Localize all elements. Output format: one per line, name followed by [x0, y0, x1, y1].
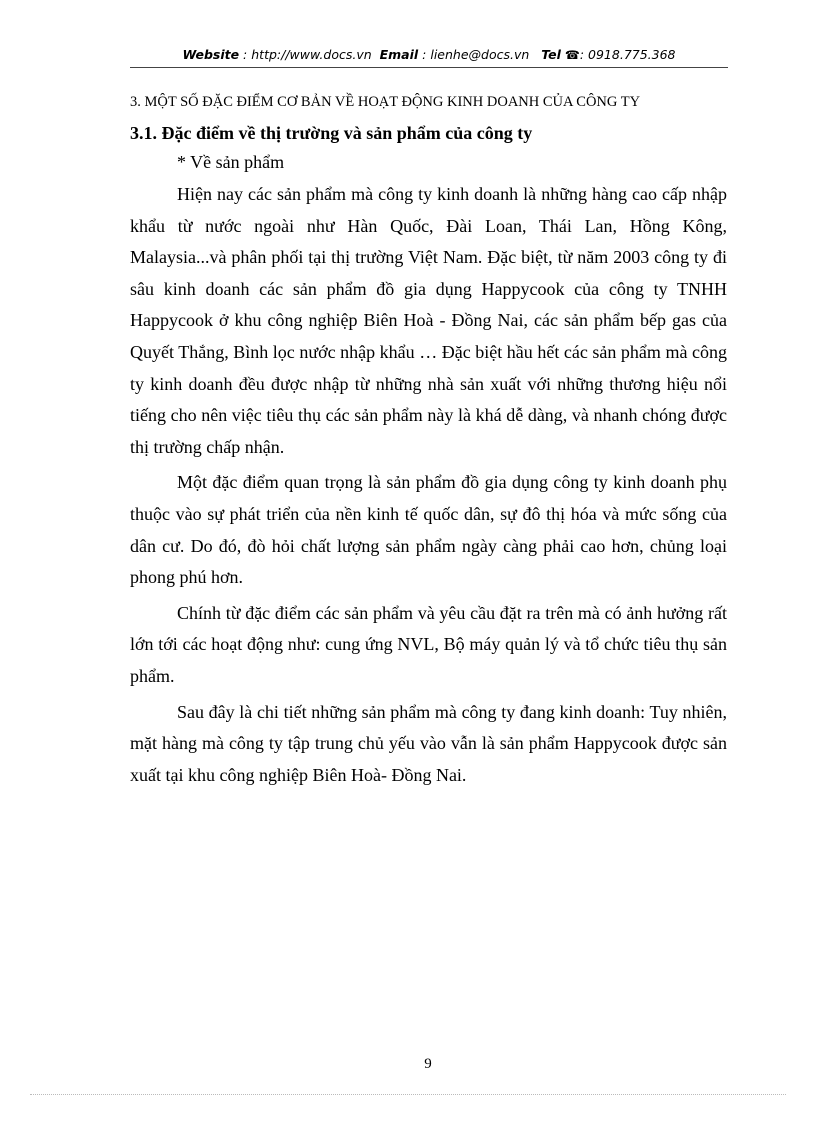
- footer-divider: [30, 1094, 786, 1095]
- tel-separator: :: [579, 47, 589, 62]
- section-heading: 3. MỘT SỐ ĐẶC ĐIỂM CƠ BẢN VỀ HOẠT ĐỘNG KINH DOANH CỦA CÔNG TY: [130, 94, 641, 110]
- paragraph: Sau đây là chi tiết những sản phẩm mà công ty đang kinh doanh: Tuy nhiên, mặt hàng mà công ty tập trung chủ yếu vào vẫn là sản phẩm Happycook được sản xuất tại khu công nghiệp Biên Hoà- Đồng Nai.: [130, 701, 727, 785]
- email-label: Email: [379, 47, 419, 62]
- tel-label: Tel: [541, 47, 561, 62]
- page-header: [130, 44, 728, 66]
- website-separator: :: [239, 47, 252, 62]
- email-value: lienhe@docs.vn: [430, 47, 530, 62]
- website-label: Website: [182, 47, 240, 62]
- tel-value: 0918.775.368: [588, 47, 676, 62]
- paragraph: Một đặc điểm quan trọng là sản phẩm đồ gia dụng công ty kinh doanh phụ thuộc vào sự phát triển của nền kinh tế quốc dân, sự đô thị hóa và mức sống của dân cư. Do đó, đò hỏi chất lượng sản phẩm ngày càng phải cao hơn, chủng loại phong phú hơn.: [130, 472, 727, 588]
- website-url: http://www.docs.vn: [251, 47, 372, 62]
- bullet-heading: * Về sản phẩm: [177, 152, 285, 172]
- paragraph: Chính từ đặc điểm các sản phẩm và yêu cầu đặt ra trên mà có ảnh hưởng rất lớn tới các hoạt động như: cung ứng NVL, Bộ máy quản lý và tổ chức tiêu thụ sản phẩm.: [130, 602, 727, 686]
- page-number: 9: [424, 1056, 432, 1072]
- email-separator: :: [418, 47, 431, 62]
- phone-icon: ☎: [564, 48, 580, 62]
- paragraph: Hiện nay các sản phẩm mà công ty kinh doanh là những hàng cao cấp nhập khẩu từ nước ngoài như Hàn Quốc, Đài Loan, Thái Lan, Hồng Kông, Malaysia...và phân phối tại thị trường Việt Nam. Đặc biệt, từ năm 2003 công ty đi sâu kinh doanh các sản phẩm đồ gia dụng Happycook của công ty TNHH Happycook ở khu công nghiệp Biên Hoà - Đồng Nai, các sản phẩm bếp gas của Quyết Thắng, Bình lọc nước nhập khẩu … Đặc biệt hầu hết các sản phẩm mà công ty kinh doanh đều được nhập từ những nhà sản xuất với những thương hiệu nổi tiếng cho nên việc tiêu thụ các sản phẩm này là khá dễ dàng, và nhanh chóng được thị trường chấp nhận.: [130, 184, 727, 457]
- header-divider: [130, 67, 728, 68]
- document-body: [130, 90, 727, 791]
- subsection-heading: 3.1. Đặc điểm về thị trường và sản phẩm của công ty: [130, 123, 533, 143]
